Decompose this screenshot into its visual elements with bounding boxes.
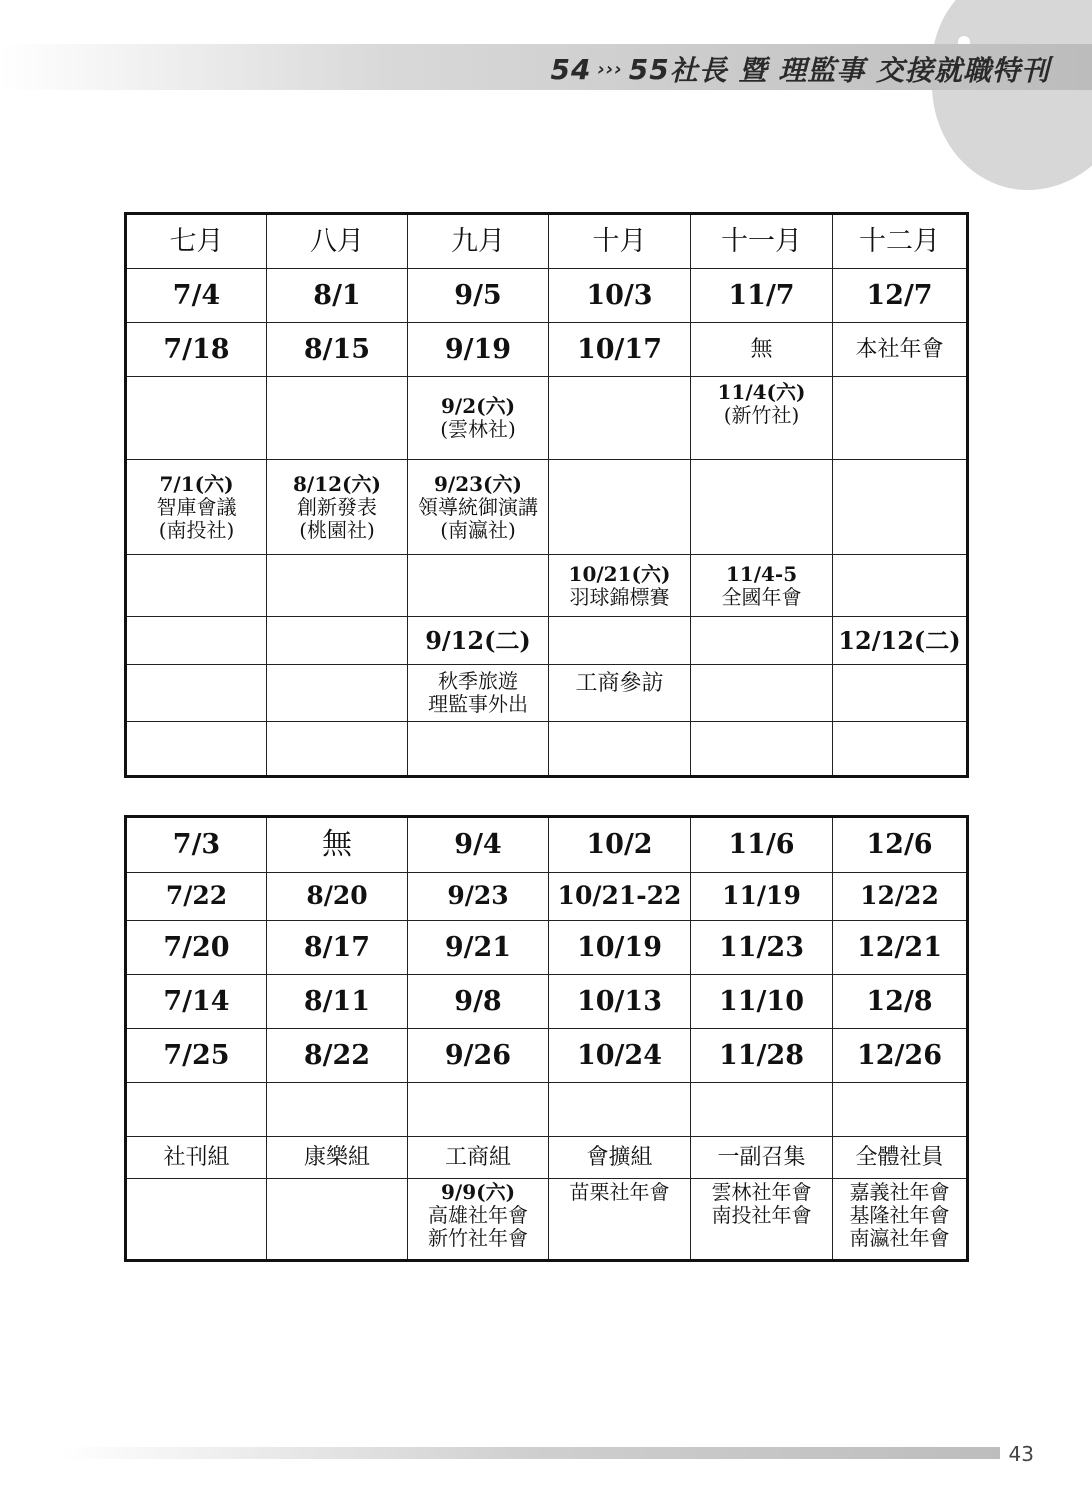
empty-cell [126,722,267,777]
event-title: 領導統御演講 [418,494,538,519]
group-cell: 會擴組 [549,1137,691,1179]
page-header-title [551,50,1050,88]
table-row [126,269,968,323]
empty-cell [833,555,968,617]
date-cell: 8/22 [267,1029,408,1083]
date-cell: 11/7 [691,269,833,323]
date-cell: 7/14 [126,975,267,1029]
event-cell [691,555,833,617]
event-host: (雲林社) [440,417,516,441]
month-header: 七月 [126,214,267,269]
event-cell [549,1179,691,1261]
event-date: 9/9(六) [440,1180,516,1204]
event-host: (南投社) [158,517,235,542]
date-cell: 10/17 [549,323,691,377]
empty-cell [126,617,267,665]
event-date: 11/4(六) [717,380,806,404]
date-cell: 7/18 [126,323,267,377]
date-cell: 無 [267,817,408,873]
table-row [126,460,968,555]
empty-cell [267,555,408,617]
event-title: 苗栗社年會 [569,1180,670,1204]
corner-decoration [932,0,1092,190]
event-title: 智庫會議 [156,494,237,519]
event-date: 8/12(六) [293,471,381,496]
empty-cell [833,460,968,555]
empty-cell [691,460,833,555]
empty-cell [267,377,408,460]
date-cell: 7/3 [126,817,267,873]
event-host: (南瀛社) [440,517,516,542]
date-cell: 8/15 [267,323,408,377]
event-title: 全國年會 [721,584,802,609]
event-cell [691,377,833,460]
date-cell: 12/21 [833,921,968,975]
empty-cell [549,617,691,665]
event-cell [408,1179,549,1261]
empty-cell [267,1083,408,1137]
date-cell: 9/4 [408,817,549,873]
empty-cell [408,555,549,617]
event-title: 雲林社年會 [711,1180,812,1204]
date-cell: 9/26 [408,1029,549,1083]
date-cell: 12/7 [833,269,968,323]
empty-cell [833,377,968,460]
event-date: 9/2(六) [440,394,516,418]
table-row [126,323,968,377]
event-date: 11/4-5 [725,561,798,586]
header-arrows: ››› [597,58,623,80]
date-cell: 11/6 [691,817,833,873]
top-schedule-table [124,212,969,778]
group-cell: 一副召集 [691,1137,833,1179]
empty-cell [549,1083,691,1137]
bottom-schedule-table [124,815,969,1262]
event-title: 高雄社年會 [428,1203,528,1227]
footer-band [60,1447,1000,1459]
date-cell: 10/3 [549,269,691,323]
header-part2: 55 [628,52,670,86]
group-cell: 全體社員 [833,1137,968,1179]
table-row [126,617,968,665]
group-cell: 康樂組 [267,1137,408,1179]
table-row [126,665,968,722]
event-title: 南瀛社年會 [849,1226,950,1250]
event-cell [126,460,267,555]
date-cell: 7/20 [126,921,267,975]
event-title: 理監事外出 [428,692,528,716]
event-title: 新竹社年會 [428,1226,528,1250]
date-cell: 8/20 [267,873,408,921]
table-row [126,1179,968,1261]
date-cell: 8/1 [267,269,408,323]
date-cell: 7/22 [126,873,267,921]
event-date: 12/12(二) [833,617,968,665]
date-cell: 12/8 [833,975,968,1029]
date-cell: 9/19 [408,323,549,377]
date-cell: 本社年會 [833,323,968,377]
event-cell [549,555,691,617]
table-row [126,214,968,269]
empty-cell [408,1083,549,1137]
event-title: 羽球錦標賽 [569,584,670,609]
month-header: 十二月 [833,214,968,269]
date-cell: 10/2 [549,817,691,873]
month-header: 九月 [408,214,549,269]
empty-cell [267,617,408,665]
header-part1: 54 [550,52,592,86]
group-cell: 社刊組 [126,1137,267,1179]
empty-cell [691,665,833,722]
event-cell [408,665,549,722]
date-cell: 12/22 [833,873,968,921]
date-cell: 9/8 [408,975,549,1029]
empty-cell [549,722,691,777]
event-cell [833,1179,968,1261]
empty-cell [833,665,968,722]
table-row [126,377,968,460]
page-number: 43 [1008,1442,1034,1466]
empty-cell [549,460,691,555]
table-row [126,555,968,617]
date-cell: 10/24 [549,1029,691,1083]
empty-cell [691,617,833,665]
table-row [126,722,968,777]
date-cell: 12/26 [833,1029,968,1083]
month-header: 十一月 [691,214,833,269]
empty-cell [549,377,691,460]
event-date: 9/23(六) [434,471,522,496]
date-cell: 10/13 [549,975,691,1029]
date-cell: 無 [691,323,833,377]
empty-cell [126,665,267,722]
empty-cell [691,722,833,777]
event-host: (新竹社) [723,403,800,427]
empty-cell [267,722,408,777]
empty-cell [408,722,549,777]
date-cell: 10/19 [549,921,691,975]
date-cell: 9/5 [408,269,549,323]
event-host: (桃園社) [299,517,375,542]
date-cell: 11/28 [691,1029,833,1083]
table-row [126,817,968,873]
date-cell: 8/11 [267,975,408,1029]
event-cell [267,460,408,555]
event-date: 9/12(二) [408,617,549,665]
table-row [126,873,968,921]
month-header: 八月 [267,214,408,269]
event-cell [691,1179,833,1261]
empty-cell [126,1179,267,1261]
empty-cell [267,1179,408,1261]
empty-cell [691,1083,833,1137]
date-cell: 8/17 [267,921,408,975]
date-cell: 12/6 [833,817,968,873]
date-cell: 7/4 [126,269,267,323]
group-cell: 工商組 [408,1137,549,1179]
event-cell [408,377,549,460]
event-title: 創新發表 [297,494,377,519]
table-row [126,1137,968,1179]
date-cell: 11/23 [691,921,833,975]
empty-cell [833,722,968,777]
header-rest: 社長 暨 理監事 交接就職特刊 [669,54,1050,87]
date-cell: 9/21 [408,921,549,975]
date-cell: 9/23 [408,873,549,921]
event-title: 秋季旅遊 [438,669,518,693]
month-header: 十月 [549,214,691,269]
table-row [126,975,968,1029]
event-title: 南投社年會 [711,1203,812,1227]
date-cell: 11/10 [691,975,833,1029]
event-date: 10/21(六) [568,561,671,586]
table-row [126,1029,968,1083]
empty-cell [833,1083,968,1137]
event-date: 7/1(六) [159,471,234,496]
event-title: 工商參訪 [549,665,691,722]
event-title: 基隆社年會 [849,1203,950,1227]
table-row [126,921,968,975]
empty-cell [126,377,267,460]
event-cell [408,460,549,555]
empty-cell [126,555,267,617]
empty-cell [126,1083,267,1137]
date-cell: 7/25 [126,1029,267,1083]
date-cell: 11/19 [691,873,833,921]
table-row [126,1083,968,1137]
event-title: 嘉義社年會 [849,1180,950,1204]
empty-cell [267,665,408,722]
date-cell: 10/21-22 [549,873,691,921]
